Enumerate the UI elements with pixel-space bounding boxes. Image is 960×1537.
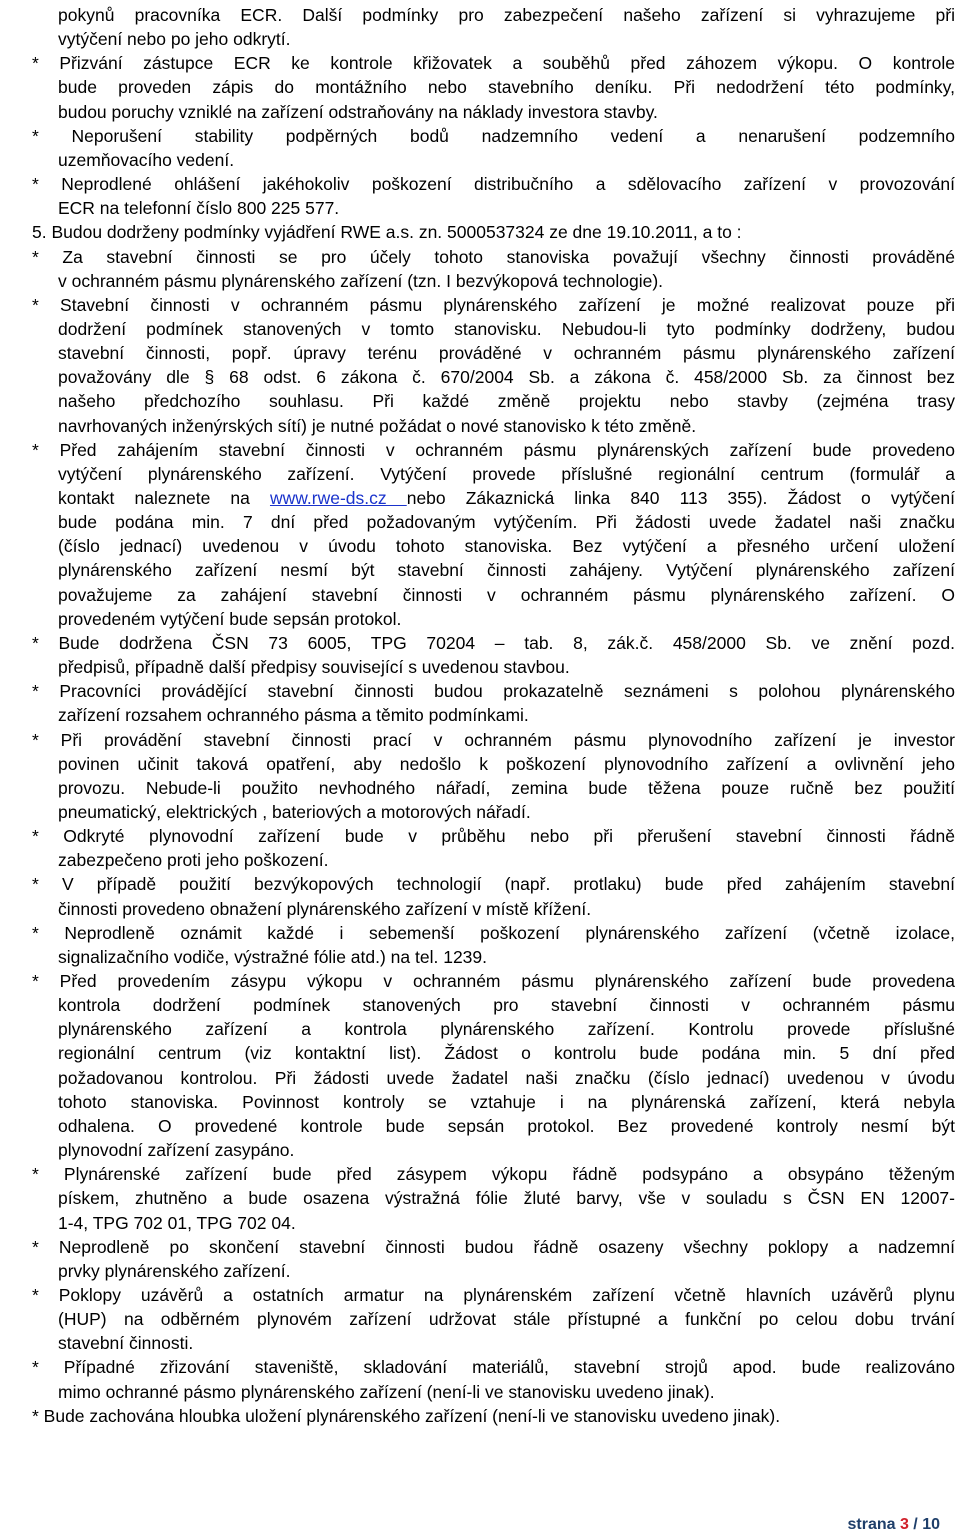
text-line: pneumatický, elektrických , bateriových a motorových nářadí.	[58, 801, 531, 822]
page-label: strana	[847, 1516, 900, 1533]
text-line: v ochranném pásmu plynárenského zařízení (tzn. I bezvýkopová technologie).	[58, 270, 664, 291]
text-line: 5. Budou dodrženy podmínky vyjádření RWE a.s. zn. 5000537324 ze dne 19.10.2011, a to :	[32, 222, 742, 243]
text-line: * Neporušení stability podpěrných bodů nadzemního vedení a nenarušení podzemního	[32, 125, 955, 146]
text-line: * V případě použití bezvýkopových technologií (např. protlaku) bude před zahájením stavební	[32, 874, 955, 895]
text-line: (HUP) na odběrném plynovém zařízení udržovat stále přístupné a funkční po celou dobu trvání	[58, 1309, 955, 1330]
text-line: považujeme za zahájení stavební činnosti v ochranném pásmu plynárenského zařízení. O	[58, 584, 955, 605]
text-line: bude proveden zápis do montážního nebo stavebního deníku. Při nedodržení této podmínky,	[58, 77, 955, 98]
total-pages: 10	[922, 1516, 940, 1533]
text-line: dodržení podmínek stanovených v tomto stanovisku. Nebudou-li tyto podmínky dodrženy, budou	[58, 318, 955, 339]
text-line: * Před zahájením stavební činnosti v ochranném pásmu plynárenských zařízení bude provedeno	[32, 439, 955, 460]
text-line: pokynů pracovníka ECR. Další podmínky pro zabezpečení našeho zařízení si vyhrazujeme při	[58, 5, 955, 25]
page-separator: /	[908, 1516, 923, 1533]
text-line: kontakt naleznete na www.rwe-ds.cz nebo Zákaznická linka 840 113 355). Žádost o vytýčení	[58, 488, 956, 508]
text-line: zařízení rozsahem ochranného pásma a těmito podmínkami.	[58, 705, 529, 726]
text-line: budou poruchy vzniklé na zařízení odstraňovány na náklady investora stavby.	[58, 101, 658, 122]
text-line: signalizačního vodiče, výstražné fólie atd.) na tel. 1239.	[58, 946, 487, 967]
rwe-website-link[interactable]: www.rwe-ds.cz	[269, 488, 407, 508]
text-line: odhalena. O provedené kontrole bude sepsán protokol. Bez provedené kontroly nesmí být	[58, 1115, 955, 1136]
text-line: pískem, zhutněno a bude osazena výstražná fólie žluté barvy, vše v souladu s ČSN EN 12007-	[58, 1188, 955, 1209]
text-line: mimo ochranné pásmo plynárenského zařízení (není-li ve stanovisku uvedeno jinak).	[58, 1381, 715, 1402]
text-line: * Poklopy uzávěrů a ostatních armatur na plynárenském zařízení včetně hlavních uzávěrů plynu	[32, 1284, 955, 1305]
text-line: regionální centrum (viz kontaktní list). Žádost o kontrolu bude podána min. 5 dní před	[58, 1043, 955, 1064]
text-line: 1-4, TPG 702 01, TPG 702 04.	[58, 1212, 296, 1233]
text-line: vytýčení nebo po jeho odkrytí.	[58, 29, 291, 50]
text-line: ECR na telefonní číslo 800 225 577.	[58, 198, 340, 219]
text-line: * Neprodleně po skončení stavební činnosti budou řádně osazeny všechny poklopy a nadzemní	[32, 1236, 955, 1257]
text-line: * Přizvání zástupce ECR ke kontrole křižovatek a souběhů před záhozem výkopu. O kontrole	[32, 53, 955, 74]
text-line: provozu. Nebude-li použito nevhodného nářadí, zemina bude těžena pouze ručně bez použití	[58, 777, 955, 798]
text-line: * Při provádění stavební činnosti prací v ochranném pásmu plynovodního zařízení je investor	[32, 729, 955, 750]
page-number	[847, 1513, 940, 1537]
text-line: * Neprodleně oznámit každé i sebemenší poškození plynárenského zařízení (včetně izolace,	[32, 922, 955, 943]
text-line: stavební činnosti, popř. úpravy terénu prováděné v ochranném pásmu plynárenského zařízení	[58, 343, 955, 364]
text-line: našeho předchozího souhlasu. Při každé změně projektu nebo stavby (zejména trasy	[58, 391, 955, 412]
text-line: bude podána min. 7 dní před požadovaným vytýčením. Při žádosti uvede žadatel naši značku	[58, 512, 955, 533]
text-line: * Neprodlené ohlášení jakéhokoliv poškození distribučního a sdělovacího zařízení v provozování	[32, 174, 955, 195]
text-line: * Bude zachována hloubka uložení plynárenského zařízení (není-li ve stanovisku uvedeno jinak).	[32, 1405, 781, 1426]
text-line: zabezpečeno proti jeho poškození.	[58, 850, 329, 871]
text-line: * Pracovníci provádějící stavební činnosti budou prokazatelně seznámeni s polohou plynárenského	[32, 681, 955, 702]
text-line: navrhovaných inženýrských sítí) je nutné požádat o nové stanovisko k této změně.	[58, 415, 697, 436]
text-line: prvky plynárenského zařízení.	[58, 1260, 291, 1281]
text-line: provedeném vytýčení bude sepsán protokol.	[58, 608, 402, 629]
text-line: * Stavební činnosti v ochranném pásmu plynárenského zařízení je možné realizovat pouze při	[32, 294, 955, 315]
text-line: stavební činnosti.	[58, 1333, 194, 1354]
text-line: * Plynárenské zařízení bude před zásypem výkopu řádně podsypáno a obsypáno těženým	[32, 1164, 955, 1185]
text-line: požadovanou kontrolou. Při žádosti uvede žadatel naši značku (číslo jednací) uvedenou v úvodu	[58, 1067, 955, 1088]
text-line: * Případné zřizování staveniště, skladování materiálů, stavební strojů apod. bude realizováno	[32, 1357, 955, 1378]
text-line: * Za stavební činnosti se pro účely tohoto stanoviska považují všechny činnosti prováděné	[32, 246, 955, 267]
text-line: považovány dle § 68 odst. 6 zákona č. 670/2004 Sb. a zákona č. 458/2000 Sb. za činnost bez	[58, 367, 955, 388]
text-line: uzemňovacího vedení.	[58, 149, 235, 170]
text-line: plynárenského zařízení a kontrola plynárenského zařízení. Kontrolu provede příslušné	[58, 1019, 955, 1040]
text-line: předpisů, případně další předpisy související s uvedenou stavbou.	[58, 657, 570, 678]
text-line: plynárenského zařízení nesmí být stavební činnosti zahájeny. Vytýčení plynárenského zařízení	[58, 560, 955, 581]
text-line: vytýčení plynárenského zařízení. Vytýčení provede příslušné regionální centrum (formulář a	[58, 463, 955, 484]
text-line: tohoto stanoviska. Povinnost kontroly se vztahuje i na plynárenská zařízení, která nebyla	[58, 1091, 955, 1112]
text-line: kontrola dodržení podmínek stanovených pro stavební činnosti v ochranném pásmu	[58, 995, 955, 1016]
text-line: povinen učinit taková opatření, aby nedošlo k poškození plynovodního zařízení a ovlivnění jeho	[58, 753, 955, 774]
text-line: činnosti provedeno obnažení plynárenského zařízení v místě křížení.	[58, 898, 592, 919]
text-line: (číslo jednací) uvedenou v úvodu tohoto stanoviska. Bez vytýčení a přesného určení uložení	[58, 536, 955, 557]
text-line: * Bude dodržena ČSN 73 6005, TPG 70204 – tab. 8, zák.č. 458/2000 Sb. ve znění pozd.	[32, 632, 955, 653]
text-line: plynovodní zařízení zasypáno.	[58, 1140, 295, 1161]
current-page: 3	[899, 1516, 909, 1533]
text-line: * Před provedením zásypu výkopu v ochranném pásmu plynárenského zařízení bude provedena	[32, 971, 955, 991]
text-line: * Odkryté plynovodní zařízení bude v průběhu nebo při přerušení stavební činnosti řádně	[32, 826, 955, 847]
